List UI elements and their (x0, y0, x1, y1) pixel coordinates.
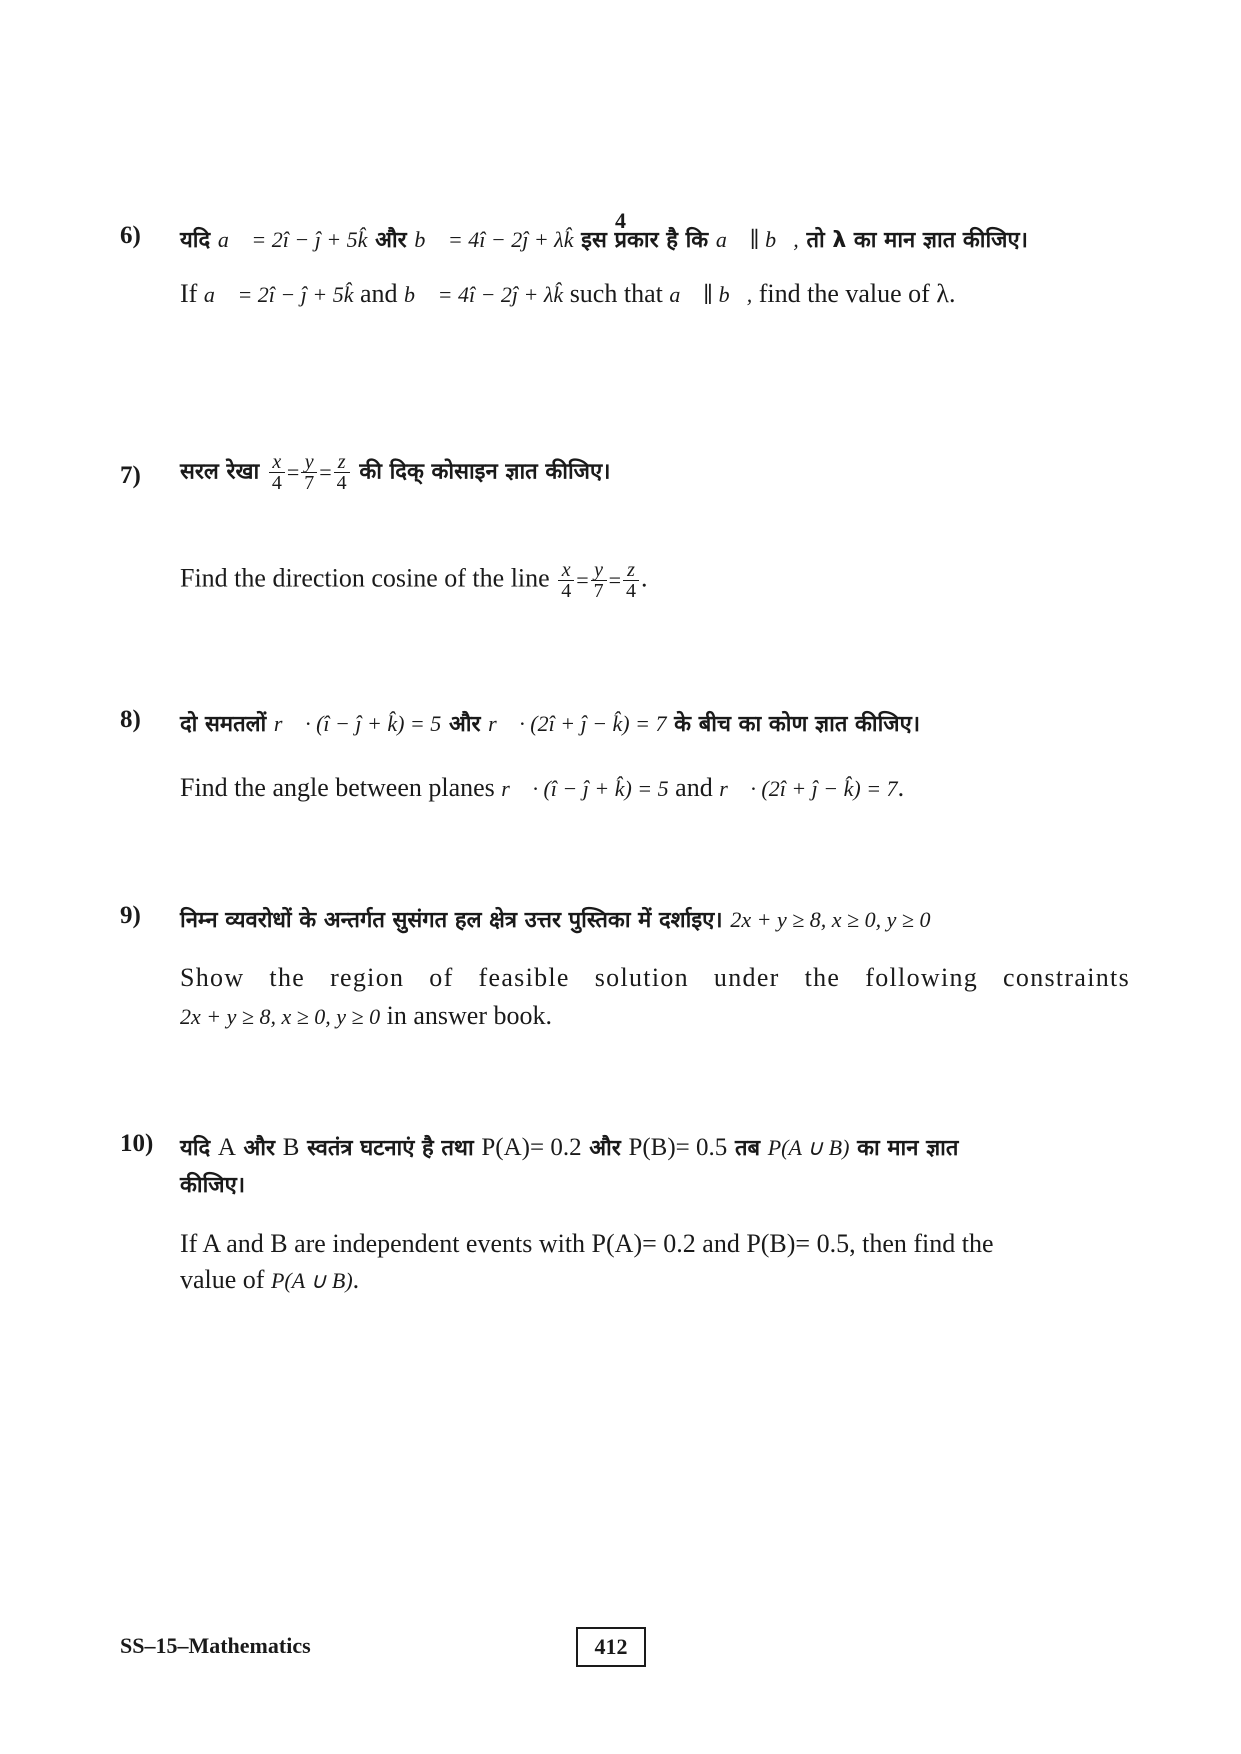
question-hindi: निम्न व्यवरोधों के अन्तर्गत सुसंगत हल क्षेत्र उत्तर पुस्तिका में दर्शाइए। 2x + y ≥ 8, x ≥ 0, y ≥ 0 (180, 907, 931, 933)
question-english: Find the angle between planes r⃗ · (î − ĵ + k̂) = 5 and r⃗ · (2î + ĵ − k̂) = 7. (180, 773, 905, 802)
question-number: 10) (120, 1130, 154, 1157)
question-english-line1: If A and B are independent events with P(A)= 0.2 and P(B)= 0.5, then find the (180, 1229, 994, 1258)
math-constraints: 2x + y ≥ 8, x ≥ 0, y ≥ 0 (180, 1004, 381, 1029)
page-number: 4 (615, 208, 626, 233)
question-english: If a⃗ = 2î − ĵ + 5k̂ and b⃗ = 4î − 2ĵ + λk̂ such that a⃗ ∥ b⃗, find the value of λ. (180, 279, 956, 308)
fraction-x: $\frac{x}{4}$ (558, 560, 574, 601)
math-union: P(A ∪ B) (767, 1135, 850, 1160)
math-vector-a: a⃗ = 2î − ĵ + 5k̂ (203, 282, 354, 307)
question-number: 9) (120, 902, 141, 929)
math-parallel: a⃗ ∥ b⃗, (715, 227, 799, 252)
question-english-line2: 2x + y ≥ 8, x ≥ 0, y ≥ 0 in answer book. (180, 1001, 552, 1030)
question-number: 7) (120, 462, 141, 489)
question-hindi: यदि A और B स्वतंत्र घटनाएं है तथा P(A)= 0.2 और P(B)= 0.5 तब P(A ∪ B) का मान ज्ञात (180, 1134, 959, 1161)
math-vector-b: b⃗ = 4î − 2ĵ + λk̂ (414, 227, 574, 252)
math-plane-2: r⃗ · (2î + ĵ − k̂) = 7 (488, 711, 667, 736)
question-english-line1: Show the region of feasible solution under the following constraints (180, 963, 1130, 992)
math-parallel: a⃗ ∥ b⃗, (669, 282, 753, 307)
math-plane-1: r⃗ · (î − ĵ + k̂) = 5 (501, 776, 669, 801)
math-plane-1: r⃗ · (î − ĵ + k̂) = 5 (273, 711, 442, 736)
fraction-z: $\frac{z}{4}$ (623, 560, 639, 601)
question-hindi: सरल रेखा $\frac{x}{4}$ = $\frac{y}{7}$ = $\frac{z}{4}$ की दिक् कोसाइन ज्ञात कीजिए। (180, 451, 611, 494)
question-hindi: यदि a⃗ = 2î − ĵ + 5k̂ और b⃗ = 4î − 2ĵ + λk̂ इस प्रकार है कि a⃗ ∥ b⃗, तो λ का मान ज्ञात कीजिए। (180, 227, 1029, 253)
question-number: 6) (120, 222, 141, 249)
math-vector-b: b⃗ = 4î − 2ĵ + λk̂ (404, 282, 564, 307)
math-vector-a: a⃗ = 2î − ĵ + 5k̂ (217, 227, 368, 252)
fraction-x: $\frac{x}{4}$ (269, 452, 285, 493)
math-plane-2: r⃗ · (2î + ĵ − k̂) = 7 (719, 776, 898, 801)
question-hindi-line2: कीजिए। (180, 1173, 246, 1198)
fraction-y: $\frac{y}{7}$ (591, 560, 607, 601)
footer-page-code: 412 (576, 1627, 646, 1667)
math-union: P(A ∪ B) (270, 1268, 353, 1293)
question-hindi: दो समतलों r⃗ · (î − ĵ + k̂) = 5 और r⃗ · (2î + ĵ − k̂) = 7 के बीच का कोण ज्ञात कीजिए। (180, 711, 921, 737)
math-constraints: 2x + y ≥ 8, x ≥ 0, y ≥ 0 (730, 907, 931, 932)
question-english: Find the direction cosine of the line $\frac{x}{4}$ = $\frac{y}{7}$ = $\frac{z}{4}$ . (180, 559, 648, 602)
fraction-z: $\frac{z}{4}$ (334, 452, 350, 493)
question-english-line2: value of P(A ∪ B). (180, 1265, 360, 1294)
footer-subject: SS–15–Mathematics (120, 1633, 311, 1658)
fraction-y: $\frac{y}{7}$ (301, 452, 317, 493)
question-number: 8) (120, 706, 141, 733)
